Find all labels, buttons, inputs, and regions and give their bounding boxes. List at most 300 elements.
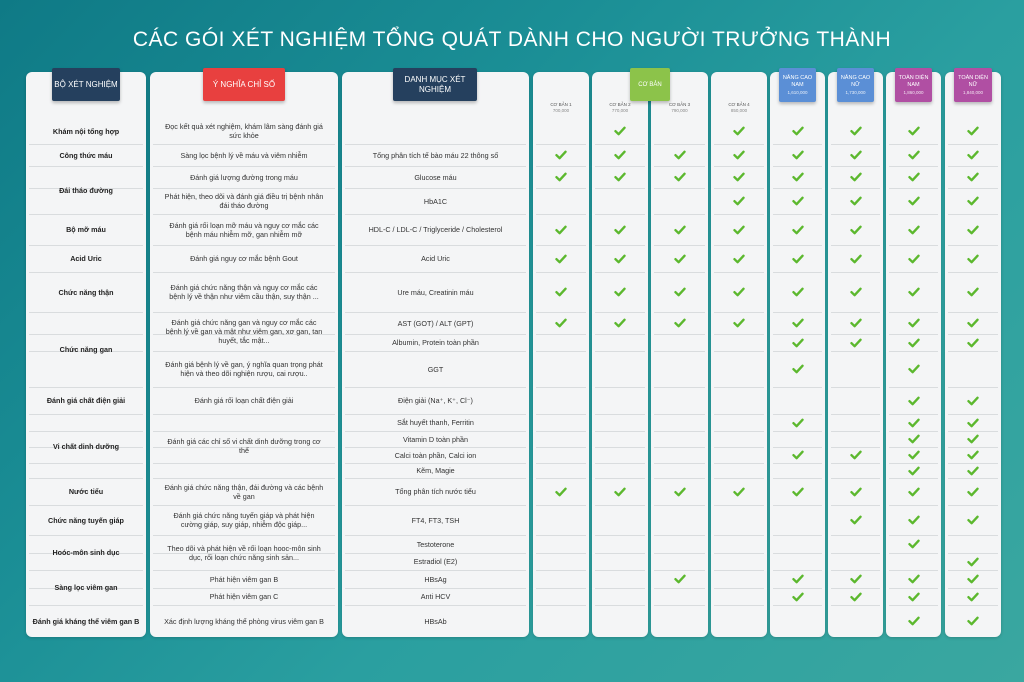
check-icon [733,150,745,160]
check-icon [967,196,979,206]
check-icon [850,254,862,264]
check-icon [908,172,920,182]
header-bo-xet-nghiem: BỘ XÉT NGHIỆM [52,68,120,101]
row-divider [595,188,645,189]
meaning-text: Sàng lọc bệnh lý về máu và viêm nhiễm [180,150,308,160]
test-item: Acid Uric [421,254,450,263]
check-icon [850,172,862,182]
row-divider [773,605,822,606]
package-name: CƠ BẢN 2 [609,102,631,107]
row-divider [536,414,586,415]
check-icon [614,254,626,264]
check-icon [674,225,686,235]
row-divider [714,245,764,246]
check-icon [792,318,804,328]
check-icon [908,364,920,374]
package-name: CƠ BẢN 3 [668,102,691,107]
row-divider [889,334,938,335]
check-icon [850,318,862,328]
row-divider [889,447,938,448]
row-divider [948,535,998,536]
row-divider [889,188,938,189]
package-price: 700,000 [552,108,570,113]
check-icon [967,318,979,328]
check-icon [967,287,979,297]
test-item: GGT [427,364,444,374]
category-label: Khám nội tổng hợp [52,126,120,136]
row-divider [536,570,586,571]
row-divider [948,312,998,313]
check-icon [555,287,567,297]
row-divider [773,588,822,589]
row-divider [773,431,822,432]
row-divider [831,144,880,145]
check-icon [555,254,567,264]
row-divider [889,605,938,606]
test-item: HbA1C [423,196,448,206]
check-icon [733,287,745,297]
check-icon [674,574,686,584]
row-divider [536,144,586,145]
check-icon [850,287,862,297]
row-divider [948,214,998,215]
row-divider [536,351,586,352]
row-divider [536,605,586,606]
check-icon [908,150,920,160]
check-icon [614,487,626,497]
row-divider [831,605,880,606]
row-divider [654,588,705,589]
check-icon [792,150,804,160]
row-divider [714,463,764,464]
row-divider [595,463,645,464]
row-divider [948,553,998,554]
package-price: 1,730,000 [845,89,866,95]
category-label: Chức năng gan [59,345,113,354]
test-item: Ure máu, Creatinin máu [397,287,474,297]
meaning-text: Đánh giá rối loạn mỡ máu và nguy cơ mắc các bệnh máu nhiễm mỡ, gan nhiễm mỡ [169,220,319,239]
check-icon [733,487,745,497]
row-divider [831,463,880,464]
category-label: Vi chất dinh dưỡng [52,441,120,451]
row-divider [948,414,998,415]
row-divider [595,312,645,313]
row-divider [714,144,764,145]
row-divider [889,553,938,554]
row-divider [595,431,645,432]
row-divider [889,431,938,432]
check-icon [850,225,862,235]
row-divider [889,570,938,571]
check-icon [733,318,745,328]
check-icon [850,574,862,584]
row-divider [773,334,822,335]
check-icon [792,574,804,584]
row-divider [595,334,645,335]
row-divider [536,588,586,589]
row-divider [714,188,764,189]
row-divider [831,447,880,448]
row-divider [714,553,764,554]
check-icon [908,126,920,136]
row-divider [714,505,764,506]
check-icon [614,126,626,136]
row-divider [654,188,705,189]
meaning-text: Đánh giá các chỉ số vi chất dinh dưỡng trong cơ thể [167,437,321,455]
check-icon [850,592,862,602]
check-icon [555,487,567,497]
row-divider [714,535,764,536]
row-divider [948,188,998,189]
row-divider [831,431,880,432]
row-divider [714,588,764,589]
header-co-ban: CƠ BẢN [630,68,670,101]
row-divider [889,144,938,145]
check-icon [967,418,979,428]
check-icon [908,418,920,428]
test-item: Estradiol (E2) [413,557,458,566]
row-divider [714,605,764,606]
page-title: CÁC GÓI XÉT NGHIỆM TỔNG QUÁT DÀNH CHO NGƯỜI TRƯỞNG THÀNH [132,28,892,51]
row-divider [773,245,822,246]
row-divider [773,166,822,167]
row-divider [889,272,938,273]
test-item: HBsAb [424,616,447,626]
check-icon [967,466,979,476]
check-icon [967,396,979,406]
check-icon [792,450,804,460]
row-divider [948,463,998,464]
row-divider [536,447,586,448]
row-divider [831,505,880,506]
row-divider [654,463,705,464]
check-icon [967,557,979,567]
row-divider [654,535,705,536]
row-divider [889,535,938,536]
row-divider [948,478,998,479]
test-item: AST (GOT) / ALT (GPT) [397,318,474,328]
check-icon [792,254,804,264]
row-divider [536,478,586,479]
row-divider [654,387,705,388]
check-icon [792,418,804,428]
row-divider [536,553,586,554]
check-icon [908,434,920,444]
category-label: Chức năng tuyến giáp [48,515,124,525]
check-icon [733,172,745,182]
category-label: Đánh giá kháng thể viêm gan B [32,616,140,626]
row-divider [595,478,645,479]
check-icon [850,196,862,206]
row-divider [714,272,764,273]
check-icon [850,515,862,525]
package-name: TOÀN DIỆN NỮ [958,74,988,88]
check-icon [792,172,804,182]
row-divider [889,478,938,479]
row-divider [948,605,998,606]
row-divider [831,478,880,479]
row-divider [831,553,880,554]
row-divider [773,312,822,313]
package-name: NÂNG CAO NỮ [840,74,871,88]
row-divider [714,166,764,167]
row-divider [773,570,822,571]
check-icon [555,318,567,328]
meaning-text: Đánh giá chức năng tuyến giáp và phát hiện cường giáp, suy giáp, nhiễm độc giáp... [173,511,315,529]
package-header-6 [837,68,874,102]
check-icon [967,225,979,235]
row-divider [654,166,705,167]
row-divider [536,463,586,464]
package-name: TOÀN DIỆN NAM [898,74,929,88]
row-divider [889,588,938,589]
check-icon [614,172,626,182]
check-icon [908,616,920,626]
check-icon [908,225,920,235]
row-divider [831,334,880,335]
row-divider [654,570,705,571]
header-danh-muc: DANH MỤC XÉT NGHIỆM [393,68,477,101]
row-divider [536,188,586,189]
row-divider [831,570,880,571]
row-divider [595,245,645,246]
row-divider [773,414,822,415]
category-label: Sàng lọc viêm gan [54,583,118,592]
test-item: Anti HCV [420,592,451,601]
row-divider [595,570,645,571]
check-icon [908,539,920,549]
row-divider [654,272,705,273]
row-divider [773,505,822,506]
row-divider [654,553,705,554]
row-divider [773,553,822,554]
meaning-text: Đánh giá bệnh lý về gan, ý nghĩa quan trọng phát hiện và theo dõi nghiện rượu, cai rượu.. [165,360,323,378]
row-divider [595,447,645,448]
category-label: Công thức máu [59,150,113,160]
row-divider [831,166,880,167]
category-label: Bộ mỡ máu [66,225,106,234]
row-divider [889,505,938,506]
row-divider [831,351,880,352]
test-item: HBsAg [424,574,447,584]
category-label: Nước tiểu [68,487,104,496]
row-divider [773,144,822,145]
check-icon [555,225,567,235]
check-icon [967,338,979,348]
meaning-text: Đọc kết quả xét nghiệm, khám lâm sàng đánh giá sức khỏe [165,122,323,140]
check-icon [674,487,686,497]
row-divider [831,387,880,388]
check-icon [674,150,686,160]
package-price: 850,000 [730,108,748,113]
check-icon [967,254,979,264]
row-divider [773,188,822,189]
row-divider [889,387,938,388]
meaning-text: Phát hiện viêm gan C [209,592,279,601]
package-price: 770,000 [611,108,629,113]
row-divider [773,535,822,536]
check-icon [850,450,862,460]
row-divider [595,535,645,536]
test-item: Calci toàn phần, Calci ion [394,450,477,460]
check-icon [674,172,686,182]
row-divider [654,414,705,415]
row-divider [773,478,822,479]
header-y-nghia: Ý NGHĨA CHỈ SỐ [203,68,285,101]
category-label: Acid Uric [70,254,102,263]
check-icon [967,150,979,160]
row-divider [536,166,586,167]
package-name: CƠ BẢN 1 [550,102,572,107]
package-subheader-4 [711,102,767,114]
row-divider [654,431,705,432]
row-divider [948,166,998,167]
row-divider [773,447,822,448]
package-price: 1,860,000 [903,89,924,95]
check-icon [967,487,979,497]
row-divider [831,312,880,313]
row-divider [773,272,822,273]
row-divider [595,351,645,352]
row-divider [536,387,586,388]
row-divider [714,431,764,432]
test-item: Albumin, Protein toàn phần [392,338,479,347]
package-header-7 [895,68,932,102]
meaning-text: Đánh giá nguy cơ mắc bệnh Gout [190,254,298,263]
check-icon [614,225,626,235]
check-icon [733,225,745,235]
row-divider [595,166,645,167]
row-divider [595,272,645,273]
row-divider [654,505,705,506]
meaning-text: Đánh giá chức năng thận và nguy cơ mắc các bệnh lý về thận như viêm cầu thận, suy thận ... [169,283,319,301]
test-item: Tổng phân tích tế bào máu 22 thông số [372,150,499,160]
row-divider [948,144,998,145]
row-divider [714,478,764,479]
package-price: 1,610,000 [787,89,808,95]
check-icon [850,150,862,160]
package-price: 790,000 [671,108,688,113]
row-divider [595,414,645,415]
check-icon [614,318,626,328]
package-subheader-3 [651,102,708,114]
row-divider [714,570,764,571]
row-divider [654,605,705,606]
row-divider [831,588,880,589]
row-divider [831,535,880,536]
row-divider [595,144,645,145]
check-icon [908,466,920,476]
check-icon [967,172,979,182]
row-divider [714,214,764,215]
check-icon [850,487,862,497]
check-icon [908,287,920,297]
row-divider [889,463,938,464]
check-icon [733,254,745,264]
row-divider [831,272,880,273]
package-subheader-2 [592,102,648,114]
check-icon [792,364,804,374]
meaning-text: Đánh giá lượng đường trong máu [190,172,298,182]
row-divider [595,553,645,554]
check-icon [967,616,979,626]
category-label: Đái tháo đường [59,185,113,195]
check-icon [967,515,979,525]
check-icon [908,196,920,206]
row-divider [889,312,938,313]
row-divider [595,214,645,215]
package-price: 1,840,000 [962,89,984,95]
row-divider [536,505,586,506]
meaning-text: Xác định lượng kháng thể phòng virus viêm gan B [164,616,324,626]
check-icon [908,515,920,525]
test-item: FT4, FT3, TSH [411,515,460,525]
check-icon [908,338,920,348]
check-icon [792,592,804,602]
check-icon [614,150,626,160]
row-divider [714,387,764,388]
row-divider [536,334,586,335]
check-icon [614,287,626,297]
check-icon [674,318,686,328]
check-icon [908,487,920,497]
meaning-text: Theo dõi và phát hiện về rối loạn hooc-môn sinh dục, rối loạn chức năng sinh sản... [167,543,321,562]
row-divider [889,245,938,246]
row-divider [714,351,764,352]
row-divider [948,588,998,589]
check-icon [908,450,920,460]
row-divider [595,605,645,606]
test-item: Điện giải (Na⁺, K⁺, Cl⁻) [398,396,473,405]
check-icon [967,592,979,602]
meaning-text: Phát hiện, theo dõi và đánh giá điều trị bệnh nhân đái tháo đường [164,192,324,210]
check-icon [733,126,745,136]
test-item [346,118,525,144]
row-divider [948,245,998,246]
row-divider [654,334,705,335]
test-item: Glucose máu [414,172,457,182]
test-item: Kẽm, Magie [416,466,455,475]
check-icon [555,172,567,182]
row-divider [654,245,705,246]
check-icon [908,396,920,406]
row-divider [654,144,705,145]
package-name: CƠ BẢN 4 [728,102,750,107]
check-icon [792,338,804,348]
check-icon [850,338,862,348]
row-divider [595,387,645,388]
check-icon [674,254,686,264]
row-divider [654,478,705,479]
check-icon [967,450,979,460]
package-subheader-1 [533,102,589,114]
meaning-text: Đánh giá rối loạn chất điện giải [194,396,294,405]
check-icon [967,434,979,444]
row-divider [889,166,938,167]
test-item: Sắt huyết thanh, Ferritin [397,418,474,427]
row-divider [948,387,998,388]
row-divider [714,312,764,313]
category-label: Chức năng thận [58,287,114,297]
check-icon [792,287,804,297]
row-divider [948,447,998,448]
check-icon [908,254,920,264]
test-item: Tổng phân tích nước tiểu [395,487,476,496]
package-header-5 [779,68,816,102]
row-divider [714,334,764,335]
row-divider [889,214,938,215]
meaning-text: Đánh giá chức năng thận, đái đường và các bệnh về gan [164,482,324,501]
